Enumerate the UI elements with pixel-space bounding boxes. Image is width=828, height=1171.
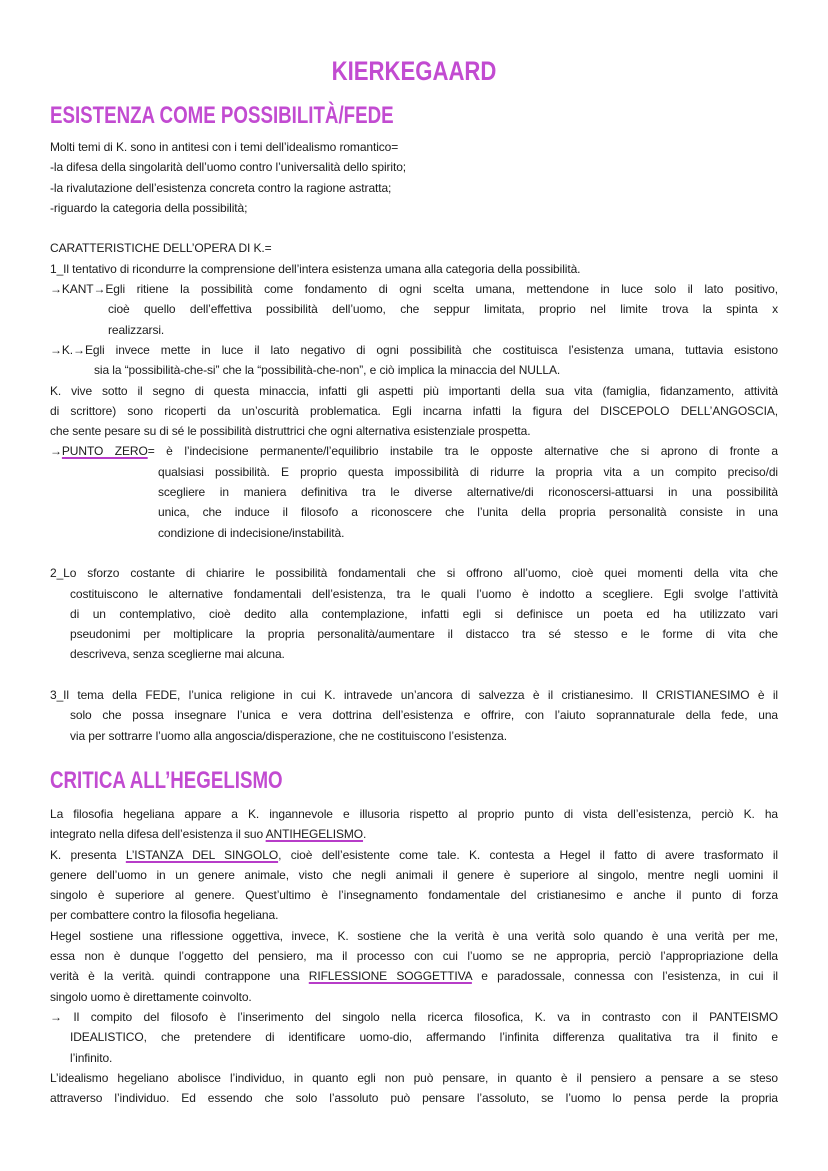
section-heading-critica: CRITICA ALL’HEGELISMO [50,767,283,794]
text-line: K. vive sotto il segno di questa minaccia, infatti gli aspetti più importanti della sua vita (famiglia, fidanzamento, attività [50,383,778,398]
text-line: qualsiasi possibilità. E proprio questa impossibilità di ridurre la propria vita a un compito preciso/di [158,464,778,479]
text-line: di scrittore) sono ricoperti da un’oscurità problematica. Egli incarna infatti la figura del DISCEPOLO DELL’ANGOSCIA, [50,403,778,418]
text-line: singolo è superiore al genere. Quest’ultimo è l’insegnamento fondamentale del cristianesimo e anche il punto di forza [50,888,778,903]
text-line: 1_Il tentativo di ricondurre la comprensione dell’intera esistenza umana alla categoria della possibilità. [50,261,581,276]
list-item: -riguardo la categoria della possibilità; [50,200,248,215]
text-line: → Il compito del filosofo è l’inserimento del singolo nella ricerca filosofica, K. va in contrasto con il PANTEISMO [50,1009,778,1024]
text-line [50,824,778,844]
text-line: La filosofia hegeliana appare a K. ingannevole e illusoria rispetto al proprio punto di vista dell’esistenza, perciò K. ha [50,807,778,821]
text-line: scegliere in maniera definitiva tra le diverse alternative/di riconoscersi-attuarsi in una possibilità [158,485,778,500]
text-line: pseudonimi per moltiplicare la propria personalità/aumentare il distacco tra sé stesso e le forme di vita che [70,627,778,642]
text-line: condizione di indecisione/instabilità. [158,525,345,540]
text-line: via per sottrarre l’uomo alla angoscia/disperazione, che ne costituiscono l’esistenza. [70,728,507,743]
text-line: 2_Lo sforzo costante di chiarire le possibilità fondamentali che si offrono all’uomo, cioè quei momenti della vita che [50,566,778,581]
text-span: verità è la verità. quindi contrappone una [50,969,309,984]
text-line: 3_Il tema della FEDE, l’unica religione in cui K. intravede un’ancora di salvezza è il cristianesimo. Il CRISTIANESIMO è il [50,688,778,703]
text-span: = è l’indecisione permanente/l’equilibrio instabile tra le opposte alternative che si aprono di fronte a [147,444,778,459]
text-span: . [363,827,367,842]
text-line: che sente pesare su di sé le possibilità distruttrici che ogni alternativa esistenziale prospetta. [50,424,531,439]
underlined-term: L’ISTANZA DEL SINGOLO [125,847,279,862]
text-line: di un contemplativo, cioè dedito alla contemplazione, infatti egli si definisce un poeta ed ha utilizzato vari [70,606,778,621]
text-line: descriveva, senza sceglierne mai alcuna. [70,647,285,662]
text-line: realizzarsi. [108,322,165,337]
text-line: costituiscono le alternative fondamentali dell’esistenza, tra le quali l’uomo è indotto a scegliere. Egli svolge l’attività [70,586,778,601]
list-item: -la rivalutazione dell’esistenza concreta contro la ragione astratta; [50,180,392,195]
section-body-critica [50,804,778,1108]
text-line: Hegel sostiene una riflessione oggettiva, invece, K. sostiene che la verità è una verità solo quando è una verità per me, [50,928,778,943]
text-line: l’infinito. [70,1050,113,1065]
text-line: sia la “possibilità-che-si” che la “possibilità-che-non”, e ciò implica la minaccia del NULLA. [94,363,561,378]
text-line: IDEALISTICO, che pretendere di identificare uomo-dio, affermando l’infinita differenza qualitativa tra il finito e [70,1030,778,1045]
document-title: KIERKEGAARD [331,56,497,86]
text-line: solo che possa insegnare l’unica e vera dottrina dell’esistenza e offrire, con l’aiuto soprannaturale della fede, una [70,708,778,723]
text-line [50,845,778,865]
text-line: unica, che induce il filosofo a riconoscere che l’unita della propria personalità consiste in una [158,505,778,520]
list-item: -la difesa della singolarità dell’uomo contro l’universalità dello spirito; [50,160,407,175]
text-span: e paradossale, connessa con l’esistenza, in cui il [471,969,778,984]
text-line: L’idealismo hegeliano abolisce l’individuo, in quanto egli non può pensare, in quanto è il pensiero a pensare a se steso [50,1070,778,1085]
blank-line [50,665,778,685]
blank-line [50,543,778,563]
underlined-term: ANTIHEGELISMO [265,827,364,842]
text-line: cioè quello dell’effettiva possibilità dell’uomo, che seppur limitata, proprio nel limite trova la spinta x [108,302,778,317]
text-span: integrato nella difesa dell’esistenza il suo [50,827,266,842]
section-body-esistenza [50,137,778,746]
text-line: attraverso l’individuo. Ed essendo che solo l’assoluto può pensare l’assoluto, se l’uomo lo pensa perde la propria [50,1091,778,1106]
text-line: Molti temi di K. sono in antitesi con i temi dell’idealismo romantico= [50,140,399,154]
underlined-term: PUNTO ZERO [61,444,148,459]
blank-line [50,218,778,238]
subheading: CARATTERISTICHE DELL’OPERA DI K.= [50,241,272,256]
text-line [50,966,778,986]
text-line: genere dell’uomo in un genere animale, visto che negli animali il genere è superiore al singolo, mentre negli uomini il [50,867,778,882]
text-span: , cioè dell’esistente come tale. K. contesta a Hegel il fatto di avere trasformato il [278,847,778,862]
text-line: per combattere contro la filosofia hegeliana. [50,908,279,923]
text-line: →K.→Egli invece mette in luce il lato negativo di ogni possibilità che costituisca l’esistenza umana, tuttavia esistono [50,342,778,357]
section-heading-esistenza: ESISTENZA COME POSSIBILITÀ/FEDE [50,102,394,129]
underlined-term: RIFLESSIONE SOGGETTIVA [308,969,472,984]
text-line: →KANT→Egli ritiene la possibilità come fondamento di ogni scelta umana, mettendone in luce solo il lato positivo, [50,282,778,297]
text-line: singolo uomo è direttamente coinvolto. [50,989,252,1004]
text-span: K. presenta [50,847,126,862]
arrow: → [50,444,62,459]
text-line: essa non è dunque l’oggetto del pensiero, ma il processo con cui l’uomo se ne appropria, perciò l’appropriazione della [50,949,778,964]
text-line [50,441,778,461]
